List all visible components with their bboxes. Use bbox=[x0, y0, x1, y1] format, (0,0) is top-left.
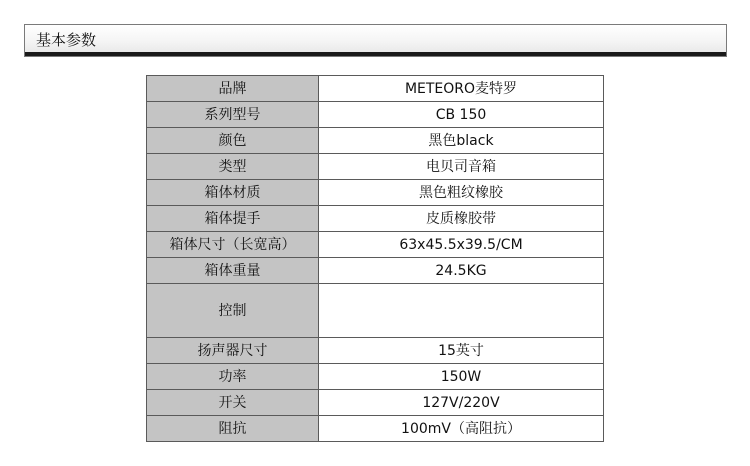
spec-label: 阻抗 bbox=[147, 416, 319, 442]
spec-label: 控制 bbox=[147, 284, 319, 338]
spec-label: 箱体提手 bbox=[147, 206, 319, 232]
spec-row-power bbox=[147, 364, 604, 390]
spec-label: 开关 bbox=[147, 390, 319, 416]
spec-value: CB 150 bbox=[319, 102, 604, 128]
spec-label: 扬声器尺寸 bbox=[147, 338, 319, 364]
spec-label: 系列型号 bbox=[147, 102, 319, 128]
spec-value: 黑色粗纹橡胶 bbox=[319, 180, 604, 206]
section-title: 基本参数 bbox=[36, 31, 97, 49]
spec-value: 黑色black bbox=[319, 128, 604, 154]
spec-value: 电贝司音箱 bbox=[319, 154, 604, 180]
spec-value: 24.5KG bbox=[319, 258, 604, 284]
spec-row-type bbox=[147, 154, 604, 180]
spec-row-dimensions bbox=[147, 232, 604, 258]
spec-value: 100mV（高阻抗） bbox=[319, 416, 604, 442]
spec-label: 品牌 bbox=[147, 76, 319, 102]
spec-value: 15英寸 bbox=[319, 338, 604, 364]
section-header bbox=[24, 24, 727, 57]
spec-label: 颜色 bbox=[147, 128, 319, 154]
spec-value: 皮质橡胶带 bbox=[319, 206, 604, 232]
spec-row-color bbox=[147, 128, 604, 154]
spec-label: 箱体材质 bbox=[147, 180, 319, 206]
spec-row-weight bbox=[147, 258, 604, 284]
spec-table bbox=[146, 75, 604, 442]
spec-row-handle bbox=[147, 206, 604, 232]
spec-value: 63x45.5x39.5/CM bbox=[319, 232, 604, 258]
spec-row-impedance bbox=[147, 416, 604, 442]
spec-label: 箱体尺寸（长宽高） bbox=[147, 232, 319, 258]
spec-row-material bbox=[147, 180, 604, 206]
spec-value: 150W bbox=[319, 364, 604, 390]
spec-value: 127V/220V bbox=[319, 390, 604, 416]
spec-row-switch bbox=[147, 390, 604, 416]
spec-value: METEORO麦特罗 bbox=[319, 76, 604, 102]
spec-row-brand bbox=[147, 76, 604, 102]
spec-label: 箱体重量 bbox=[147, 258, 319, 284]
spec-row-speaker-size bbox=[147, 338, 604, 364]
spec-row-model bbox=[147, 102, 604, 128]
spec-label: 类型 bbox=[147, 154, 319, 180]
spec-row-controls bbox=[147, 284, 604, 338]
spec-value bbox=[319, 284, 604, 338]
spec-label: 功率 bbox=[147, 364, 319, 390]
